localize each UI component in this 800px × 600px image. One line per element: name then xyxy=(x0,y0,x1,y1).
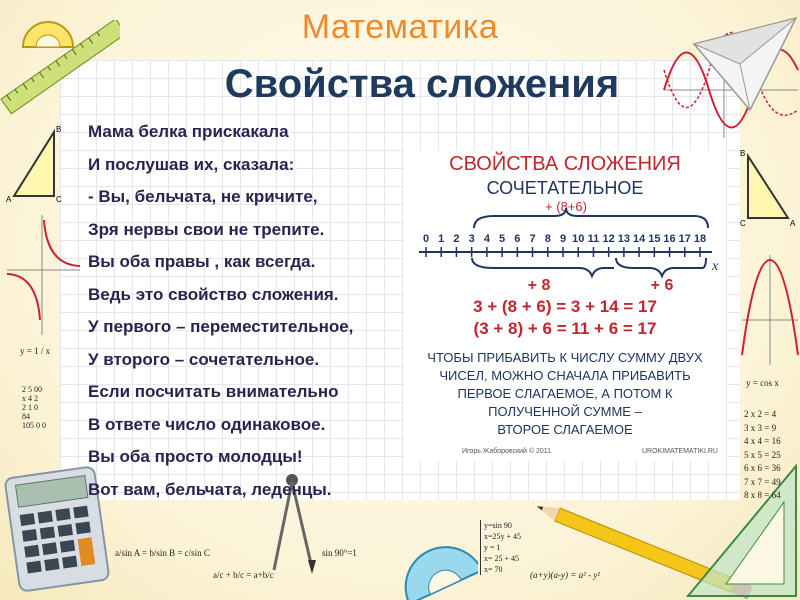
table-line: 5 x 5 = 25 xyxy=(744,449,781,460)
equation-system xyxy=(480,520,521,575)
poem-line: И послушав их, сказала: xyxy=(88,154,295,174)
poem-line: Вот вам, бельчата, леденцы. xyxy=(88,479,332,499)
right-formula: y = cos x xyxy=(746,378,779,388)
poem-line: В ответе число одинаковое. xyxy=(88,414,326,434)
algebra-formula: (a+y)(a-y) = a² - y² xyxy=(530,570,601,580)
svg-text:B: B xyxy=(56,125,62,134)
table-line: 2 x 2 = 4 xyxy=(744,409,777,419)
subject-title: Математика xyxy=(301,8,499,46)
rule-line: ЧИСЕЛ, МОЖНО СНАЧАЛА ПРИБАВИТЬ xyxy=(439,368,691,383)
top-brace xyxy=(474,208,708,228)
poem-line: Вы оба правы , как всегда. xyxy=(88,252,316,271)
poem-line: Если посчитать внимательно xyxy=(88,382,339,401)
calc-line: 84 xyxy=(22,412,30,421)
poem-line: Ведь это свойство сложения. xyxy=(88,284,339,304)
svg-text:A: A xyxy=(6,195,12,204)
table-line: 3 x 3 = 9 xyxy=(744,422,777,433)
number-line-label: 1 xyxy=(438,233,445,245)
calc-line: 105 0 0 xyxy=(22,421,46,430)
svg-text:C: C xyxy=(740,219,746,228)
number-line-label: 0 xyxy=(422,233,430,245)
plus-8-label: + 8 xyxy=(527,277,551,294)
number-line-label: 14 xyxy=(632,233,646,245)
number-line-labels xyxy=(423,233,706,245)
cosine-graph-icon xyxy=(740,250,800,370)
right-triangle-icon xyxy=(740,148,798,228)
lower-brace-8 xyxy=(472,258,614,276)
calc-line: x 4 2 xyxy=(22,394,38,403)
rule-line: ВТОРОЕ СЛАГАЕМОЕ xyxy=(497,422,633,437)
svg-text:C: C xyxy=(56,195,62,204)
author-credit: Игорь Жаборовский © 2011 xyxy=(462,448,552,455)
number-line-label: 7 xyxy=(529,233,536,245)
equation-2: (3 + 8) + 6 = 11 + 6 = 17 xyxy=(473,319,657,338)
number-line-label: 9 xyxy=(559,233,567,245)
lesson-title: Свойства сложения xyxy=(224,62,620,106)
poem-line: Мама белка прискакала xyxy=(88,122,289,141)
number-line-label: 12 xyxy=(602,233,615,245)
system-line: y=sin 90 xyxy=(484,521,512,530)
number-line-label: 15 xyxy=(648,233,661,245)
svg-text:B: B xyxy=(740,149,746,158)
calc-line: 2 5 00 xyxy=(22,385,42,394)
infocard-graphic xyxy=(404,150,726,460)
site-credit: UROKIMATEMATIKI.RU xyxy=(642,448,718,455)
table-line: 6 x 6 = 36 xyxy=(744,463,781,473)
fraction-sum-formula: a/c + b/c = a+b/c xyxy=(213,570,274,580)
infocard-subheading: СОЧЕТАТЕЛЬНОЕ xyxy=(486,178,644,198)
poem-line: Зря нервы свои не трепите. xyxy=(88,219,325,239)
infocard-heading: СВОЙСТВА СЛОЖЕНИЯ xyxy=(449,153,681,175)
system-line: x= 25 + 45 xyxy=(484,554,520,563)
poem-line: Вы оба просто молодцы! xyxy=(88,447,303,466)
equation-1: 3 + (8 + 6) = 3 + 14 = 17 xyxy=(473,297,657,316)
poem-line: У второго – сочетательное. xyxy=(88,349,320,369)
number-line-label: 13 xyxy=(617,233,631,245)
rule-line: ЧТОБЫ ПРИБАВИТЬ К ЧИСЛУ СУММУ ДВУХ xyxy=(427,350,703,365)
right-triangle-icon xyxy=(6,124,66,204)
number-line-label: 18 xyxy=(693,233,707,245)
system-line: x= 70 xyxy=(484,565,503,574)
set-square-icon xyxy=(678,462,800,600)
sine-law-formula: a/sin A = b/sin B = c/sin C xyxy=(115,548,210,558)
number-line-label: 2 xyxy=(453,233,460,245)
table-line: 4 x 4 = 16 xyxy=(744,436,781,446)
lower-brace-6 xyxy=(616,258,706,276)
number-line-label: 16 xyxy=(663,233,676,245)
axis-x-label: x xyxy=(712,259,719,274)
number-line-label: 4 xyxy=(483,233,490,245)
protractor-icon xyxy=(388,520,478,600)
poem-text xyxy=(88,116,408,506)
hyperbola-graph-icon xyxy=(2,210,82,340)
table-line: 7 x 7 = 49 xyxy=(744,476,781,487)
table-line: 8 x 8 = 64 xyxy=(744,490,781,500)
poem-line: - Вы, бельчата, не кричите, xyxy=(88,187,318,206)
number-line-label: 17 xyxy=(678,233,691,245)
number-line-label: 3 xyxy=(468,233,475,245)
number-line-label: 11 xyxy=(587,233,600,245)
addition-properties-card xyxy=(404,150,726,460)
svg-text:A: A xyxy=(790,219,796,228)
number-line-label: 10 xyxy=(572,233,585,245)
rule-text xyxy=(427,350,703,437)
rule-line: ПЕРВОЕ СЛАГАЕМОЕ, А ПОТОМ К xyxy=(457,386,673,401)
plus-6-label: + 6 xyxy=(650,277,674,294)
calc-line: 2 1 0 xyxy=(22,403,38,412)
system-line: x=25y + 45 xyxy=(484,532,522,541)
number-line-label: 5 xyxy=(499,233,506,245)
system-line: y = 1 xyxy=(484,543,501,552)
multiplication-table xyxy=(744,408,781,503)
infocard-bracket-label: + (8+6) xyxy=(545,199,587,214)
left-formula: y = 1 / x xyxy=(20,346,51,356)
sin90-formula: sin 90°=1 xyxy=(322,548,357,558)
number-line-label: 8 xyxy=(544,233,551,245)
column-calc xyxy=(22,385,46,430)
number-line-label: 6 xyxy=(514,233,521,245)
rule-line: ПОЛУЧЕННОЙ СУММЕ – xyxy=(488,404,642,419)
poem-line: У первого – переместительное, xyxy=(88,317,354,336)
